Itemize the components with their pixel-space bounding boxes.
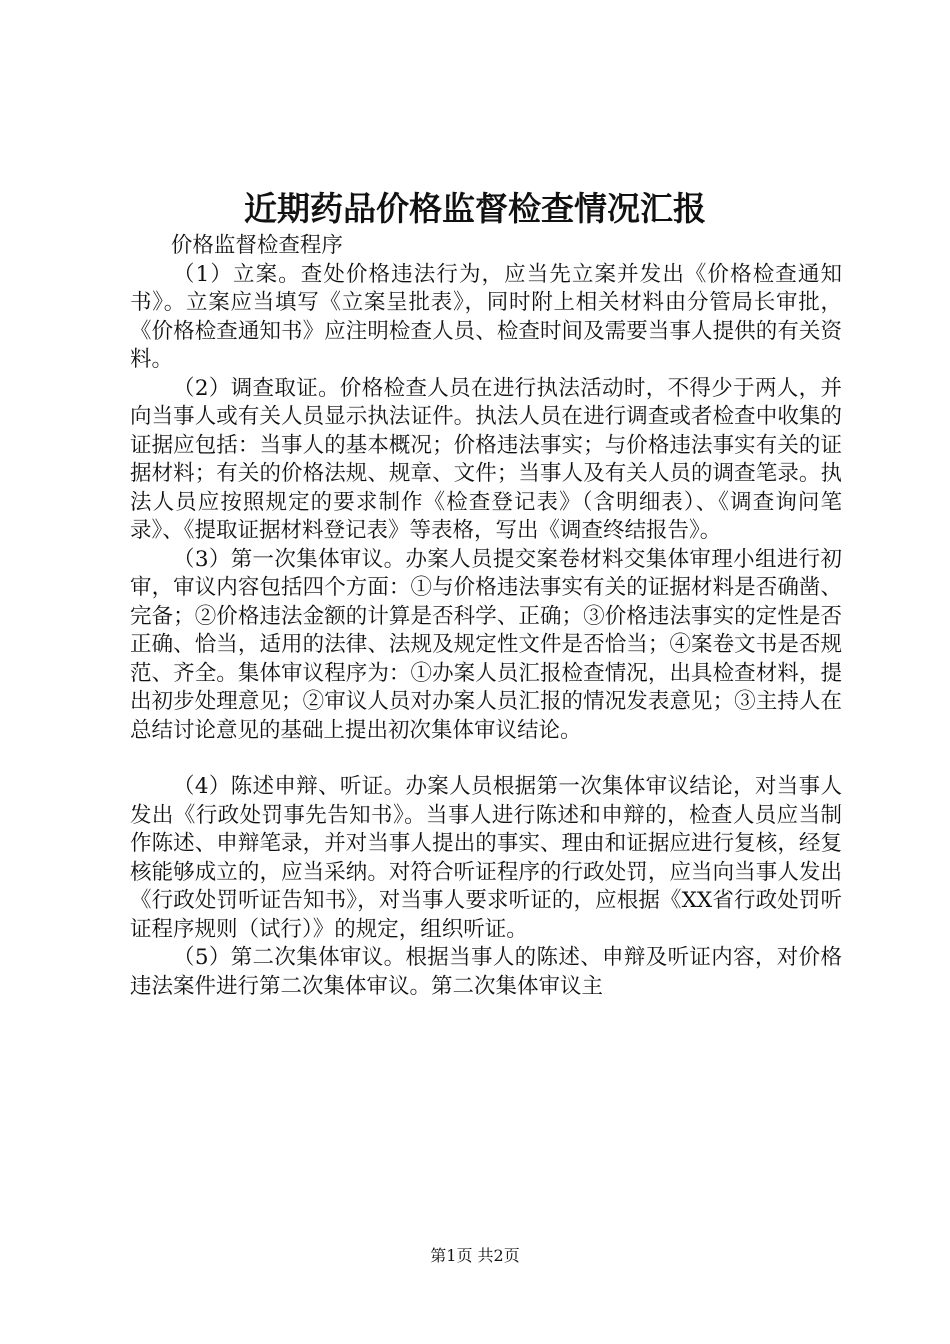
page-footer: 第1页 共2页 [430, 1246, 520, 1265]
section-heading: 价格监督检查程序 [170, 233, 343, 258]
paragraph-4: （4）陈述申辩、听证。办案人员根据第一次集体审议结论，对当事人发出《行政处罚事先告知书》。当事人进行陈述和申辩的，检查人员应当制作陈述、申辩笔录，并对当事人提出的事实、理由和证据应进行复核，经复核能够成立的，应当采纳。对符合听证程序的行政处罚，应当向当事人发出《行政处罚听证告知书》，对当事人要求听证的，应根据《XX省行政处罚听证程序规则（试行）》的规定，组织听证。 [130, 774, 842, 942]
document-body [130, 232, 842, 1001]
paragraph-1: （1）立案。查处价格违法行为，应当先立案并发出《价格检查通知书》。立案应当填写《立案呈批表》，同时附上相关材料由分管局长审批，《价格检查通知书》应注明检查人员、检查时间及需要当事人提供的有关资料。 [130, 261, 842, 372]
document-title: 近期药品价格监督检查情况汇报 [244, 189, 706, 228]
paragraph-5: （5）第二次集体审议。根据当事人的陈述、申辩及听证内容，对价格违法案件进行第二次集体审议。第二次集体审议主 [130, 945, 842, 999]
blank-line [130, 745, 842, 773]
paragraph-3: （3）第一次集体审议。办案人员提交案卷材料交集体审理小组进行初审，审议内容包括四个方面：①与价格违法事实有关的证据材料是否确凿、完备；②价格违法金额的计算是否科学、正确；③价格违法事实的定性是否正确、恰当，适用的法律、法规及规定性文件是否恰当；④案卷文书是否规范、齐全。集体审议程序为：①办案人员汇报检查情况，出具检查材料，提出初步处理意见；②审议人员对办案人员汇报的情况发表意见；③主持人在总结讨论意见的基础上提出初次集体审议结论。 [130, 546, 842, 743]
paragraph-2: （2）调查取证。价格检查人员在进行执法活动时，不得少于两人，并向当事人或有关人员显示执法证件。执法人员在进行调查或者检查中收集的证据应包括：当事人的基本概况；价格违法事实；与价格违法事实有关的证据材料；有关的价格法规、规章、文件；当事人及有关人员的调查笔录。执法人员应按照规定的要求制作《检查登记表》（含明细表）、《调查询问笔录》、《提取证据材料登记表》等表格，写出《调查终结报告》。 [130, 375, 842, 543]
